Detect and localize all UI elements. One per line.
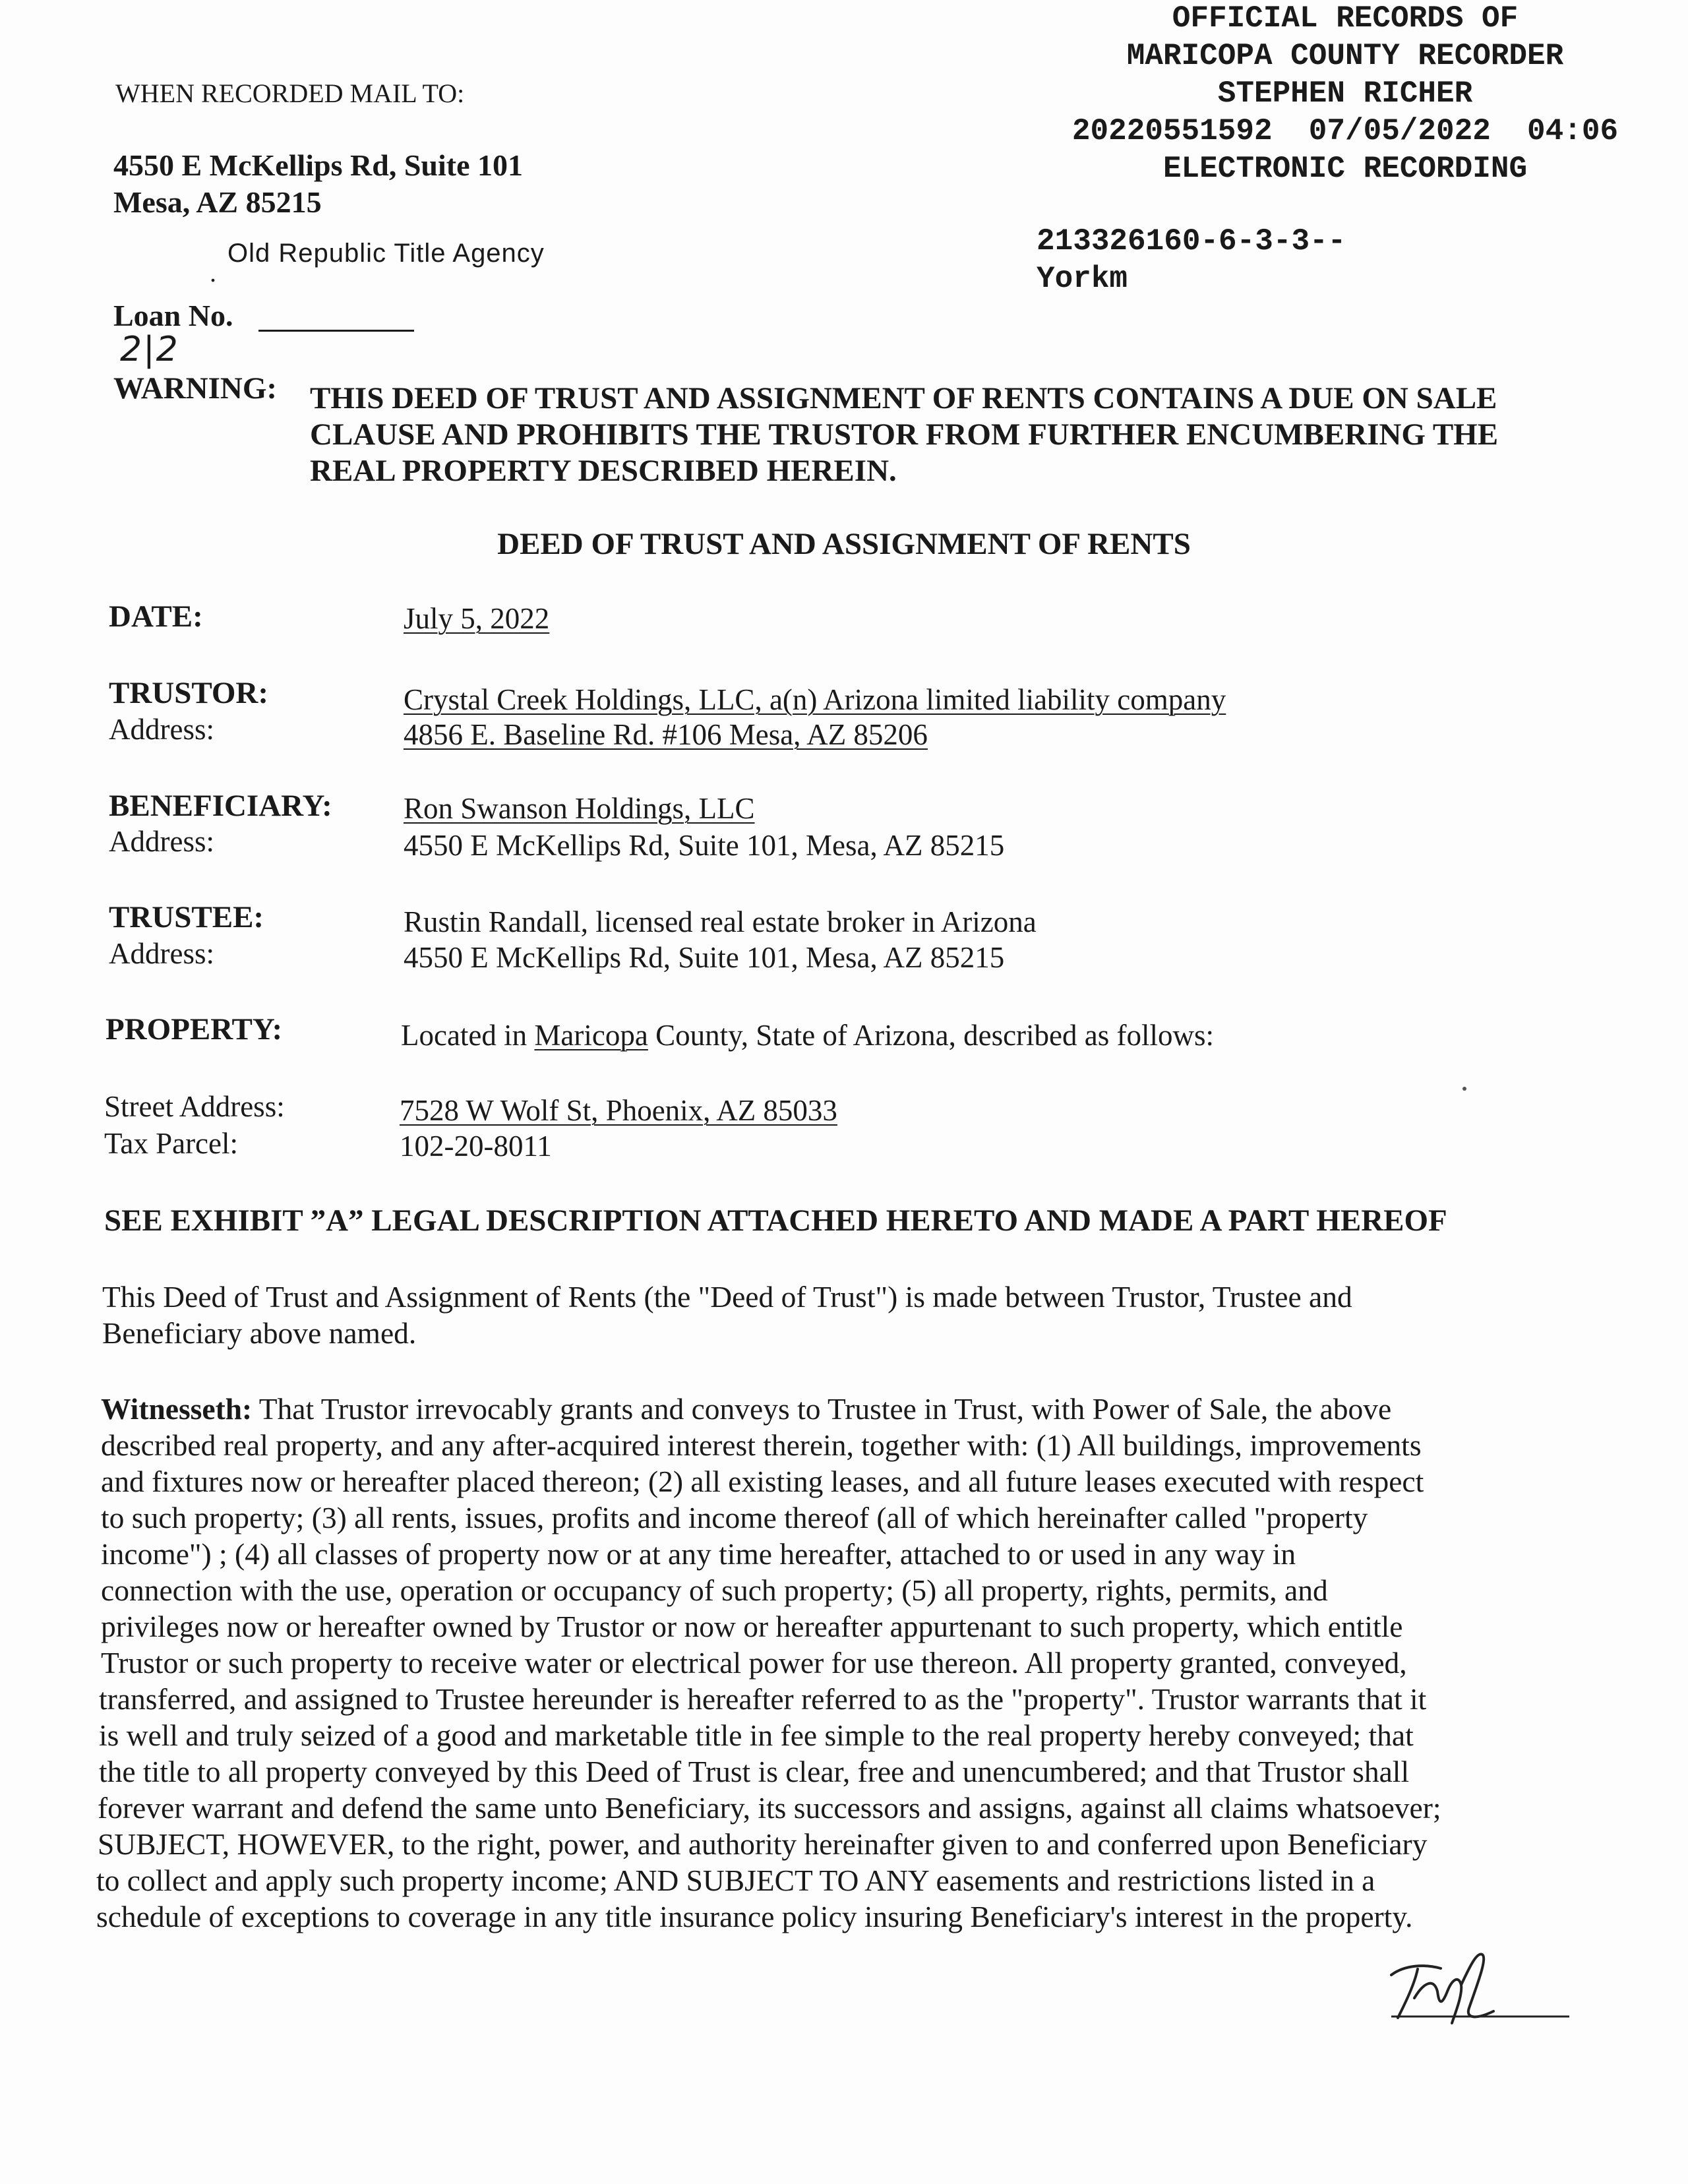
property-label: PROPERTY: [106,1012,283,1046]
property-value [401,1018,1214,1052]
street-address-value: 7528 W Wolf St, Phoenix, AZ 85033 [400,1094,837,1127]
witnesseth-line6: connection with the use, operation or occupancy of such property; (5) all property, rights, permits, and [101,1573,1328,1607]
beneficiary-label: BENEFICIARY: [109,789,332,823]
recording-user: Yorkm [1037,262,1128,296]
recorder-stamp [1002,0,1688,188]
loan-number-label: Loan No. [113,299,233,332]
recording-reference: 213326160-6-3-3-- [1037,224,1346,258]
mail-to-line2: Mesa, AZ 85215 [113,185,322,219]
initials-signature [1378,1945,1576,2044]
witnesseth-line14: to collect and apply such property income; AND SUBJECT TO ANY easements and restrictions listed in a [96,1864,1375,1897]
beneficiary-address-value: 4550 E McKellips Rd, Suite 101, Mesa, AZ 85215 [404,829,1005,862]
property-suffix: County, State of Arizona, described as follows: [648,1019,1215,1052]
trustor-address-value: 4856 E. Baseline Rd. #106 Mesa, AZ 85206 [404,718,928,751]
mail-to-label: WHEN RECORDED MAIL TO: [115,78,465,108]
beneficiary-address-label: Address: [109,825,214,858]
witnesseth-label: Witnesseth: [101,1392,253,1426]
witnesseth-line10: is well and truly seized of a good and marketable title in fee simple to the real property hereby conveyed; that [99,1718,1414,1752]
street-address-label: Street Address: [104,1090,285,1123]
recording-time: 04:06 [1527,114,1619,148]
witnesseth-line3: and fixtures now or hereafter placed thereon; (2) all existing leases, and all future leases executed with respect [101,1465,1424,1498]
witnesseth-text-0: That Trustor irrevocably grants and conveys to Trustee in Trust, with Power of Sale, the above [258,1392,1392,1426]
warning-line3: REAL PROPERTY DESCRIBED HEREIN. [310,454,897,488]
tax-parcel-value: 102-20-8011 [400,1130,552,1163]
warning-label: WARNING: [113,371,278,406]
trustee-value: Rustin Randall, licensed real estate broker in Arizona [404,905,1037,938]
warning-line1: THIS DEED OF TRUST AND ASSIGNMENT OF RENTS CONTAINS A DUE ON SALE [310,381,1497,415]
property-prefix: Located in [401,1019,535,1052]
intro-line1: This Deed of Trust and Assignment of Rents (the "Deed of Trust") is made between Trustor, Trustee and [102,1280,1352,1314]
stamp-dot: . [210,258,216,288]
trustee-address-value: 4550 E McKellips Rd, Suite 101, Mesa, AZ 85215 [404,941,1005,974]
loan-number-handwritten: 2|2 [120,330,179,369]
recorder-record-line [1002,113,1688,150]
warning-line2: CLAUSE AND PROHIBITS THE TRUSTOR FROM FURTHER ENCUMBERING THE [310,417,1499,452]
trustee-address-label: Address: [109,937,214,970]
recorder-line2: MARICOPA COUNTY RECORDER [1126,39,1564,73]
intro-line2: Beneficiary above named. [102,1316,417,1350]
property-county: Maricopa [534,1019,648,1052]
beneficiary-value: Ron Swanson Holdings, LLC [404,792,755,825]
recorder-line3: STEPHEN RICHER [1217,76,1473,111]
tax-parcel-label: Tax Parcel: [104,1127,239,1160]
witnesseth-line12: forever warrant and defend the same unto Beneficiary, its successors and assigns, against all claims whatsoever; [98,1791,1441,1825]
witnesseth-line11: the title to all property conveyed by this Deed of Trust is clear, free and unencumbered; and that Trustor shall [99,1755,1410,1788]
recorder-line1: OFFICIAL RECORDS OF [1172,1,1519,36]
scan-speck [1462,1087,1466,1091]
date-value: July 5, 2022 [404,602,550,635]
trustor-address-label: Address: [109,713,214,746]
document-title: DEED OF TRUST AND ASSIGNMENT OF RENTS [497,527,1191,561]
recording-number: 20220551592 [1071,114,1273,148]
recording-date: 07/05/2022 [1308,114,1491,148]
title-agency-stamp: Old Republic Title Agency [227,239,545,268]
mail-to-line1: 4550 E McKellips Rd, Suite 101 [113,148,524,182]
trustor-label: TRUSTOR: [109,676,269,710]
witnesseth-line9: transferred, and assigned to Trustee hereunder is hereafter referred to as the "property". Trustor warrants that it [99,1682,1427,1716]
loan-number-line [258,330,414,332]
recording-type: ELECTRONIC RECORDING [1162,152,1528,186]
exhibit-reference: SEE EXHIBIT ”A” LEGAL DESCRIPTION ATTACHED HERETO AND MADE A PART HEREOF [104,1203,1447,1238]
witnesseth-line13: SUBJECT, HOWEVER, to the right, power, and authority hereinafter given to and conferred upon Beneficiary [98,1827,1428,1861]
date-label: DATE: [109,599,203,634]
witnesseth-line5: income") ; (4) all classes of property now or at any time hereafter, attached to or used in any way in [101,1537,1296,1571]
trustee-label: TRUSTEE: [109,900,264,934]
trustor-value: Crystal Creek Holdings, LLC, a(n) Arizona limited liability company [404,683,1226,716]
witnesseth-line1 [101,1391,1391,1426]
witnesseth-line7: privileges now or hereafter owned by Trustor or now or hereafter appurtenant to such property, which entitle [101,1610,1403,1643]
witnesseth-line4: to such property; (3) all rents, issues, profits and income thereof (all of which hereinafter called "property [101,1501,1368,1534]
witnesseth-line15: schedule of exceptions to coverage in any title insurance policy insuring Beneficiary's interest in the property. [96,1900,1413,1933]
witnesseth-line8: Trustor or such property to receive water or electrical power for use thereon. All property granted, conveyed, [101,1646,1407,1680]
witnesseth-line2: described real property, and any after-acquired interest therein, together with: (1) All buildings, improvements [101,1428,1422,1462]
